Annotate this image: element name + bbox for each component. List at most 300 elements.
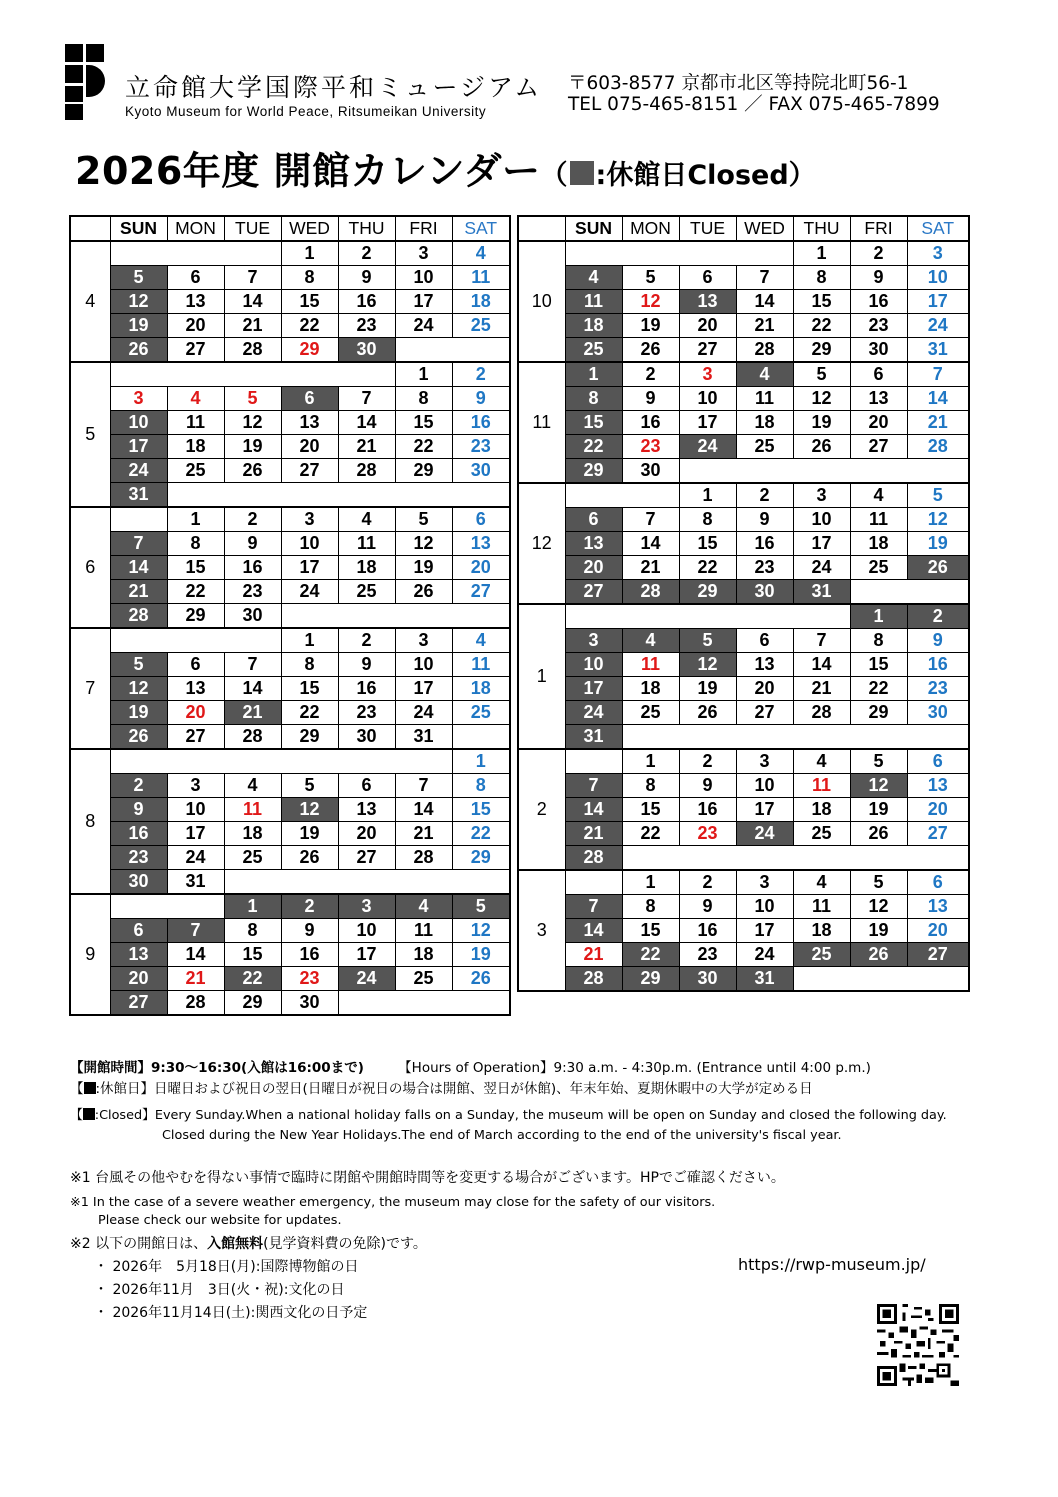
empty-cell xyxy=(338,604,395,629)
day-cell: 5 xyxy=(110,653,167,677)
day-cell: 17 xyxy=(679,411,736,435)
day-cell: 2 xyxy=(736,483,793,508)
empty-cell xyxy=(338,749,395,774)
day-cell: 1 xyxy=(281,628,338,653)
day-cell: 10 xyxy=(679,387,736,411)
day-cell: 6 xyxy=(110,919,167,943)
notes xyxy=(70,1058,1010,1325)
day-cell: 6 xyxy=(452,507,510,532)
day-cell: 7 xyxy=(224,653,281,677)
day-cell: 15 xyxy=(281,290,338,314)
empty-cell xyxy=(736,459,793,484)
day-cell: 17 xyxy=(793,532,850,556)
day-cell: 27 xyxy=(338,846,395,870)
empty-cell xyxy=(565,241,622,266)
empty-cell xyxy=(565,604,622,629)
day-cell: 16 xyxy=(338,677,395,701)
header-corner xyxy=(518,216,565,241)
day-cell: 12 xyxy=(679,653,736,677)
day-cell: 10 xyxy=(110,411,167,435)
day-cell: 25 xyxy=(793,822,850,846)
day-cell: 1 xyxy=(565,362,622,387)
day-cell: 15 xyxy=(224,943,281,967)
day-cell: 18 xyxy=(736,411,793,435)
day-cell: 7 xyxy=(622,508,679,532)
day-cell: 21 xyxy=(167,967,224,991)
weekday-header: WED xyxy=(281,216,338,241)
day-cell: 3 xyxy=(167,774,224,798)
day-cell: 19 xyxy=(679,677,736,701)
day-cell: 31 xyxy=(565,725,622,750)
day-cell: 25 xyxy=(167,459,224,483)
day-cell: 16 xyxy=(338,290,395,314)
day-cell: 26 xyxy=(622,338,679,363)
day-cell: 14 xyxy=(565,798,622,822)
day-cell: 29 xyxy=(281,338,338,363)
day-cell: 2 xyxy=(224,507,281,532)
day-cell: 21 xyxy=(907,411,969,435)
day-cell: 17 xyxy=(395,677,452,701)
day-cell: 17 xyxy=(395,290,452,314)
day-cell: 21 xyxy=(395,822,452,846)
note1-en-2: Please check our website for updates. xyxy=(98,1213,342,1228)
day-cell: 18 xyxy=(622,677,679,701)
day-cell: 11 xyxy=(850,508,907,532)
day-cell: 30 xyxy=(338,338,395,363)
day-cell: 27 xyxy=(281,459,338,483)
day-cell: 21 xyxy=(338,435,395,459)
month-label: 10 xyxy=(518,241,565,362)
day-cell: 28 xyxy=(736,338,793,363)
empty-cell xyxy=(850,580,907,605)
empty-cell xyxy=(622,241,679,266)
day-cell: 1 xyxy=(793,241,850,266)
month-label: 6 xyxy=(70,507,110,628)
month-label: 7 xyxy=(70,628,110,749)
day-cell: 13 xyxy=(338,798,395,822)
day-cell: 12 xyxy=(395,532,452,556)
day-cell: 10 xyxy=(565,653,622,677)
day-cell: 24 xyxy=(395,701,452,725)
day-cell: 5 xyxy=(281,774,338,798)
day-cell: 23 xyxy=(736,556,793,580)
empty-cell xyxy=(281,483,338,508)
day-cell: 16 xyxy=(110,822,167,846)
day-cell: 20 xyxy=(679,314,736,338)
day-cell: 23 xyxy=(338,314,395,338)
day-cell: 24 xyxy=(110,459,167,483)
day-cell: 23 xyxy=(850,314,907,338)
contact-info xyxy=(568,73,940,115)
day-cell: 18 xyxy=(338,556,395,580)
note1-en xyxy=(70,1194,1010,1230)
day-cell: 28 xyxy=(224,725,281,750)
day-cell: 6 xyxy=(679,266,736,290)
day-cell: 3 xyxy=(110,387,167,411)
day-cell: 9 xyxy=(281,919,338,943)
day-cell: 12 xyxy=(850,774,907,798)
day-cell: 20 xyxy=(452,556,510,580)
day-cell: 11 xyxy=(793,774,850,798)
day-cell: 23 xyxy=(281,967,338,991)
day-cell: 4 xyxy=(452,241,510,266)
day-cell: 21 xyxy=(224,314,281,338)
closed-swatch-icon xyxy=(570,161,594,185)
day-cell: 17 xyxy=(736,798,793,822)
day-cell: 3 xyxy=(679,362,736,387)
empty-cell xyxy=(850,459,907,484)
closed-en-bracket: 【 xyxy=(70,1108,83,1123)
header xyxy=(0,0,1058,200)
hours-line xyxy=(70,1058,1010,1078)
day-cell: 18 xyxy=(452,290,510,314)
weekday-header: WED xyxy=(736,216,793,241)
day-cell: 13 xyxy=(850,387,907,411)
empty-cell xyxy=(338,362,395,387)
day-cell: 12 xyxy=(850,895,907,919)
day-cell: 15 xyxy=(622,919,679,943)
day-cell: 8 xyxy=(793,266,850,290)
weekday-header: THU xyxy=(338,216,395,241)
day-cell: 20 xyxy=(338,822,395,846)
empty-cell xyxy=(679,241,736,266)
empty-cell xyxy=(793,967,850,992)
empty-cell xyxy=(281,870,338,895)
day-cell: 6 xyxy=(736,629,793,653)
day-cell: 16 xyxy=(622,411,679,435)
day-cell: 7 xyxy=(565,774,622,798)
day-cell: 23 xyxy=(679,822,736,846)
closed-ja-line xyxy=(70,1078,1010,1100)
empty-cell xyxy=(281,362,338,387)
month-label: 3 xyxy=(518,870,565,991)
day-cell: 29 xyxy=(793,338,850,363)
closed-en-text-2: Closed during the New Year Holidays.The end of March according to the end of the university's fiscal year. xyxy=(162,1128,842,1143)
day-cell: 26 xyxy=(281,846,338,870)
day-cell: 16 xyxy=(224,556,281,580)
day-cell: 26 xyxy=(850,822,907,846)
day-cell: 13 xyxy=(167,677,224,701)
weekday-header: SUN xyxy=(565,216,622,241)
day-cell: 23 xyxy=(338,701,395,725)
day-cell: 13 xyxy=(565,532,622,556)
day-cell: 24 xyxy=(281,580,338,604)
day-cell: 3 xyxy=(338,894,395,919)
day-cell: 26 xyxy=(679,701,736,725)
day-cell: 24 xyxy=(395,314,452,338)
qr-code-icon[interactable] xyxy=(874,1304,962,1386)
day-cell: 8 xyxy=(167,532,224,556)
day-cell: 10 xyxy=(395,653,452,677)
website-link[interactable]: https://rwp-museum.jp/ xyxy=(738,1255,926,1274)
empty-cell xyxy=(167,628,224,653)
day-cell: 11 xyxy=(452,653,510,677)
day-cell: 9 xyxy=(338,266,395,290)
empty-cell xyxy=(395,338,452,363)
day-cell: 8 xyxy=(622,774,679,798)
day-cell: 21 xyxy=(110,580,167,604)
day-cell: 15 xyxy=(452,798,510,822)
month-label: 1 xyxy=(518,604,565,749)
day-cell: 27 xyxy=(167,338,224,363)
day-cell: 19 xyxy=(793,411,850,435)
day-cell: 24 xyxy=(679,435,736,459)
empty-cell xyxy=(736,846,793,871)
empty-cell xyxy=(736,725,793,750)
day-cell: 8 xyxy=(452,774,510,798)
empty-cell xyxy=(110,241,167,266)
day-cell: 6 xyxy=(907,749,969,774)
day-cell: 9 xyxy=(850,266,907,290)
empty-cell xyxy=(395,604,452,629)
day-cell: 12 xyxy=(281,798,338,822)
weekday-header: FRI xyxy=(850,216,907,241)
note2-suffix: (見学資料費の免除)です。 xyxy=(263,1236,427,1252)
day-cell: 20 xyxy=(907,919,969,943)
day-cell: 29 xyxy=(850,701,907,725)
day-cell: 25 xyxy=(622,701,679,725)
free-day-item: ・ 2026年11月14日(土):関西文化の日予定 xyxy=(94,1305,368,1321)
day-cell: 18 xyxy=(793,919,850,943)
day-cell: 30 xyxy=(907,701,969,725)
empty-cell xyxy=(452,338,510,363)
org-name-en: Kyoto Museum for World Peace, Ritsumeikan University xyxy=(125,104,487,119)
day-cell: 30 xyxy=(622,459,679,484)
day-cell: 14 xyxy=(793,653,850,677)
day-cell: 13 xyxy=(736,653,793,677)
day-cell: 7 xyxy=(793,629,850,653)
empty-cell xyxy=(281,604,338,629)
page-title xyxy=(75,140,816,195)
day-cell: 8 xyxy=(679,508,736,532)
day-cell: 16 xyxy=(679,798,736,822)
closed-en-block xyxy=(70,1106,1010,1146)
day-cell: 31 xyxy=(907,338,969,363)
day-cell: 18 xyxy=(395,943,452,967)
month-label: 9 xyxy=(70,894,110,1015)
day-cell: 22 xyxy=(395,435,452,459)
day-cell: 17 xyxy=(281,556,338,580)
day-cell: 28 xyxy=(622,580,679,605)
day-cell: 5 xyxy=(907,483,969,508)
note2-bold: 入館無料 xyxy=(207,1236,264,1252)
day-cell: 4 xyxy=(167,387,224,411)
day-cell: 12 xyxy=(224,411,281,435)
day-cell: 22 xyxy=(850,677,907,701)
day-cell: 19 xyxy=(850,798,907,822)
empty-cell xyxy=(224,870,281,895)
day-cell: 1 xyxy=(224,894,281,919)
empty-cell xyxy=(565,749,622,774)
day-cell: 9 xyxy=(679,774,736,798)
day-cell: 27 xyxy=(167,725,224,750)
day-cell: 24 xyxy=(565,701,622,725)
day-cell: 4 xyxy=(224,774,281,798)
day-cell: 26 xyxy=(224,459,281,483)
day-cell: 22 xyxy=(452,822,510,846)
day-cell: 2 xyxy=(622,362,679,387)
day-cell: 19 xyxy=(110,701,167,725)
empty-cell xyxy=(907,967,969,992)
day-cell: 22 xyxy=(679,556,736,580)
empty-cell xyxy=(452,870,510,895)
day-cell: 22 xyxy=(622,943,679,967)
empty-cell xyxy=(338,483,395,508)
day-cell: 4 xyxy=(793,749,850,774)
day-cell: 3 xyxy=(281,507,338,532)
day-cell: 6 xyxy=(338,774,395,798)
empty-cell xyxy=(395,870,452,895)
day-cell: 4 xyxy=(622,629,679,653)
org-name-ja: 立命館大学国際平和ミュージアム xyxy=(125,73,543,102)
empty-cell xyxy=(224,749,281,774)
day-cell: 16 xyxy=(281,943,338,967)
day-cell: 17 xyxy=(907,290,969,314)
day-cell: 20 xyxy=(281,435,338,459)
weekday-header: MON xyxy=(622,216,679,241)
day-cell: 14 xyxy=(167,943,224,967)
day-cell: 1 xyxy=(281,241,338,266)
day-cell: 18 xyxy=(167,435,224,459)
day-cell: 19 xyxy=(622,314,679,338)
day-cell: 17 xyxy=(110,435,167,459)
day-cell: 11 xyxy=(452,266,510,290)
day-cell: 5 xyxy=(850,749,907,774)
day-cell: 8 xyxy=(850,629,907,653)
day-cell: 19 xyxy=(110,314,167,338)
day-cell: 27 xyxy=(736,701,793,725)
day-cell: 18 xyxy=(565,314,622,338)
day-cell: 4 xyxy=(395,894,452,919)
day-cell: 26 xyxy=(395,580,452,604)
day-cell: 19 xyxy=(395,556,452,580)
hours-en: 【Hours of Operation】9:30 a.m. - 4:30p.m. (Entrance until 4:00 p.m.) xyxy=(398,1060,871,1076)
day-cell: 8 xyxy=(281,266,338,290)
day-cell: 23 xyxy=(110,846,167,870)
empty-cell xyxy=(679,459,736,484)
empty-cell xyxy=(110,894,167,919)
day-cell: 29 xyxy=(395,459,452,483)
day-cell: 23 xyxy=(224,580,281,604)
day-cell: 12 xyxy=(452,919,510,943)
month-label: 8 xyxy=(70,749,110,894)
day-cell: 3 xyxy=(395,628,452,653)
empty-cell xyxy=(622,846,679,871)
empty-cell xyxy=(224,628,281,653)
day-cell: 25 xyxy=(452,701,510,725)
day-cell: 8 xyxy=(281,653,338,677)
empty-cell xyxy=(395,749,452,774)
day-cell: 1 xyxy=(395,362,452,387)
free-day-item: ・ 2026年11月 3日(火・祝):文化の日 xyxy=(94,1282,345,1298)
weekday-header: TUE xyxy=(224,216,281,241)
day-cell: 21 xyxy=(224,701,281,725)
day-cell: 30 xyxy=(224,604,281,629)
weekday-header: SAT xyxy=(907,216,969,241)
day-cell: 1 xyxy=(452,749,510,774)
day-cell: 9 xyxy=(110,798,167,822)
day-cell: 26 xyxy=(110,338,167,363)
day-cell: 20 xyxy=(110,967,167,991)
empty-cell xyxy=(167,894,224,919)
empty-cell xyxy=(907,459,969,484)
day-cell: 9 xyxy=(452,387,510,411)
month-label: 5 xyxy=(70,362,110,507)
weekday-header: TUE xyxy=(679,216,736,241)
day-cell: 24 xyxy=(736,943,793,967)
day-cell: 23 xyxy=(907,677,969,701)
day-cell: 19 xyxy=(452,943,510,967)
empty-cell xyxy=(622,725,679,750)
day-cell: 25 xyxy=(793,943,850,967)
day-cell: 14 xyxy=(622,532,679,556)
closed-en-text-1: :Closed】Every Sunday.When a national holiday falls on a Sunday, the museum will be open on Sunday and closed the following day. xyxy=(94,1108,947,1123)
day-cell: 24 xyxy=(736,822,793,846)
empty-cell xyxy=(907,725,969,750)
day-cell: 15 xyxy=(281,677,338,701)
empty-cell xyxy=(565,870,622,895)
day-cell: 7 xyxy=(338,387,395,411)
day-cell: 9 xyxy=(736,508,793,532)
empty-cell xyxy=(452,604,510,629)
day-cell: 4 xyxy=(565,266,622,290)
day-cell: 13 xyxy=(907,774,969,798)
day-cell: 25 xyxy=(338,580,395,604)
day-cell: 28 xyxy=(793,701,850,725)
day-cell: 21 xyxy=(736,314,793,338)
empty-cell xyxy=(110,507,167,532)
day-cell: 16 xyxy=(907,653,969,677)
day-cell: 14 xyxy=(395,798,452,822)
empty-cell xyxy=(167,362,224,387)
day-cell: 2 xyxy=(907,604,969,629)
day-cell: 23 xyxy=(452,435,510,459)
empty-cell xyxy=(907,846,969,871)
day-cell: 29 xyxy=(565,459,622,484)
day-cell: 22 xyxy=(167,580,224,604)
day-cell: 12 xyxy=(907,508,969,532)
day-cell: 28 xyxy=(565,846,622,871)
closed-ja-text: :休館日】日曜日および祝日の翌日(日曜日が祝日の場合は開館、翌日が休館)、年末年始、夏期休暇中の大学が定める日 xyxy=(95,1081,813,1097)
day-cell: 11 xyxy=(224,798,281,822)
day-cell: 14 xyxy=(736,290,793,314)
calendar-table-apr-sep xyxy=(69,215,511,1016)
day-cell: 27 xyxy=(850,435,907,459)
day-cell: 31 xyxy=(110,483,167,508)
day-cell: 2 xyxy=(110,774,167,798)
day-cell: 22 xyxy=(793,314,850,338)
day-cell: 25 xyxy=(224,846,281,870)
day-cell: 2 xyxy=(452,362,510,387)
day-cell: 27 xyxy=(679,338,736,363)
title-main: 2026年度 開館カレンダー xyxy=(75,149,541,193)
day-cell: 2 xyxy=(679,749,736,774)
closed-ja-bracket: 【 xyxy=(70,1081,84,1097)
day-cell: 11 xyxy=(338,532,395,556)
day-cell: 8 xyxy=(565,387,622,411)
day-cell: 3 xyxy=(565,629,622,653)
day-cell: 29 xyxy=(224,991,281,1016)
day-cell: 9 xyxy=(907,629,969,653)
day-cell: 4 xyxy=(793,870,850,895)
day-cell: 12 xyxy=(110,677,167,701)
day-cell: 23 xyxy=(679,943,736,967)
day-cell: 10 xyxy=(338,919,395,943)
note1-ja: ※1 台風その他やむを得ない事情で臨時に閉館や開館時間等を変更する場合がございます。HPでご確認ください。 xyxy=(70,1170,785,1186)
day-cell: 14 xyxy=(110,556,167,580)
day-cell: 7 xyxy=(167,919,224,943)
day-cell: 16 xyxy=(452,411,510,435)
